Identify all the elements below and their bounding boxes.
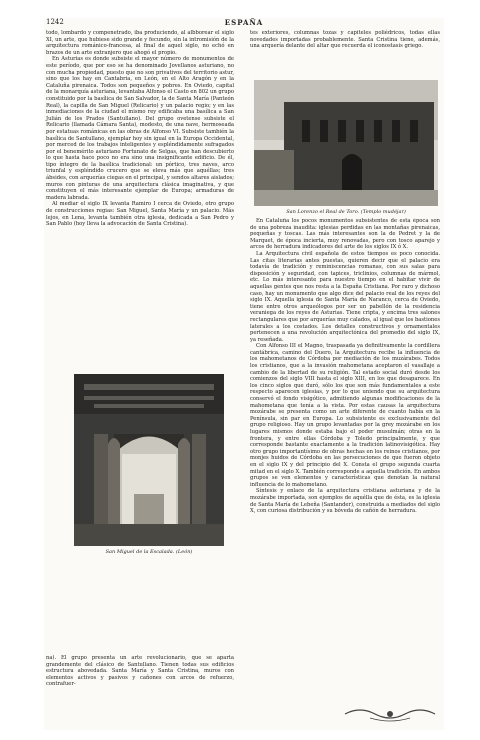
photo-caption-top-right: San Lorenzo el Real de Toro. (Templo mudéjar) xyxy=(286,209,406,215)
decorative-ornament-icon xyxy=(340,704,440,724)
page-header xyxy=(44,18,444,30)
photo-san-miguel-escalada xyxy=(74,374,224,546)
paragraph: tes exteriores, columnas tozas y capiteles poliédricos, todas ellas novedades importadas probablemente. Santa Cristina tiene, además, una arquería delante del altar que recuerda el iconostasis griego. xyxy=(250,30,440,50)
paragraph: La Arquitectura civil española de estos tiempos es poco conocida. Las citas literarias antes puestas, quieren decir que el palacio era todavía de tradición y reminiscencias romanas, con sus salas para disposición y seguridad, con tapices, triclinios, columnas de mármol, etc. Lo más interesante para nuestro tiempo en el habitar vivir de aquellas gentes que nos resta a la España Cristiana. Por raro y dichoso caso, hay un monumento que algo dice del palacio real de los reyes del siglo IX. Aquella iglesia de Santa María de Naranco, cerca de Oviedo, tiene entre otros arqueólogos por ser un pabellón de la residencia veraniega de los reyes de Asturias. Tiene cripta, y encima tres salones rectangulares que por arquerías muy calados, al igual que los bastiones laterales a los costados. Los detalles constructivos y ornamentales pertenecen a una revolución arquitectónica del promedio del siglo IX, ya reseñada. xyxy=(250,250,440,343)
paragraph: Con Alfonso III el Magno, traspasada ya definitivamente la cordillera cantábrica, camino del Duero, la Arquitectura recibe la influencia de los mahometanos de Córdoba por mediación de los muzárabes. Todos los cristianos, que a la invasión mahometana aceptaron el vasallaje a cambio de la libertad de su religión. Tal estado social duró desde los comienzos del siglo VIII hasta el siglo XIII, en los que desaparece. En los cinco siglos que duró, sólo los que son más fundamentales a este respecto aparecen iglesias, y por lo que uniendo que su arquitectura conservó el fondo visigótico, admitiendo algunas modificaciones de la mahometana que tenía a la vista. Por estas causas la arquitectura mozárabe se presenta como un arte diferente de cuanto había en la Península, sin par en Europa. Lo subsistente es exclusivamente del grupo religioso. Hay un grupo levantadas por la grey mozárabe en los lugares mismos donde estaba bajo el poder musulmán; otras en la frontera, y entre ellas Córdoba y Toledo principalmente, y que corresponde bastante exactamente a la tradición latinovisigótica. Hay otro grupo importantísimo de obras hechas en los reinos cristianos, por monjes huidos de Córdoba en las persecuciones de que fueron objeto en el siglo IX y del principio del X. Consta el grupo segunda cuarta mitad en el siglo X. También corresponde a aquella tradición. En ambos grupos se ven elementos y características que denotan la natural influencia de lo mahometano. xyxy=(250,343,440,488)
right-column xyxy=(250,218,440,698)
running-title: ESPAÑA xyxy=(224,18,264,27)
paragraph: Al mediar el siglo IX levanta Ramiro I cerca de Oviedo, otro grupo de construcciones regias: San Miguel, Santa María y un palacio. Más lejos, en Lena, levanta también otra iglesia, dedicada a San Pedro y San Pablo (hoy lleva la advocación de Santa Cristina). xyxy=(46,201,234,228)
paragraph: En Cataluña los pocos monumentos subsistentes de esta época son de una pobreza inaudita: iglesias perdidas en las montañas pirenaicas, pequeñas y toscas. Las más interesantes son la de Pedret y la de Marquet, de época incierta, muy renovadas, pero con tosco aparejo y arcos de herradura indicadores del arte de los siglos IX ó X. xyxy=(250,218,440,251)
right-column-top xyxy=(250,30,440,50)
paragraph: Síntesis y enlace de la arquitectura cristiana asturiana y de la mozárabe importada, son ejemplos de aquélla que de ésta, es la iglesia de Santa María de Lebeña (Santander), construida a mediados del siglo X, con curiosa distribución y su bóveda de cañón de herradura. xyxy=(250,488,440,515)
page xyxy=(44,18,444,730)
photo-caption-left: San Miguel de la Escalada. (León) xyxy=(105,549,193,555)
page-number: 1242 xyxy=(46,18,64,26)
paragraph: todo, lombardo y compenetrado, iba produciendo, al albborear el siglo XI, un arte, que hubiese sido grande y fecundo, sin la intromisión de la arquitectura románico-francesa, al final de aquel siglo, no echó en brazos de un arte extranjero que ahogó el propio. xyxy=(46,30,234,56)
paragraph: En Asturias es donde subsiste el mayor número de monumentos de este período, que por eso se ha denominado Jovellanos asturiano, no con mucha propiedad, puesto que no son privativos del territorio astur, sino que los hay en Cantabria, en León, en el Alto Aragón y en la Cataluña pirenaica. Todos son pequeños y pobres. En Oviedo, capital de la monarquía asturiana, levantaba Alfonso el Casto en 802 un grupo constituido por la basílica de San Salvador, la de Santa María (Panteón Real), la capilla de San Miguel (Relicario) y un palacio regio; y en las inmediaciones de la ciudad el mismo rey edificaba una basílica a San Julián de los Prados (Santullano). Del grupo ovetense subsiste el Relicario (llamada Cámara Santa), modesto, de una nave, hermoseada por estatuas románicas en las obras de Alfonso VI. Subsiste también la basílica de Santullano, ejemplar hoy sin igual en la Europa Occidental, por merced de los trabajos inteligentes y espléndidamente sufragados por el benemérito asturiano Fortunato de Selgas, que han descubierto lo que hasta hace poco no era sino una insignificante edificio. De él, tipo íntegro de la basílica tradicional: un pórtico, tres naves, arco triunfal y espléndido crucero que se eleva más que aquéllas; tres ábsides, con arquerías ciegas en el principal, y sendos altares aislados; muros con pinturas de una arquitectura clásica imaginativa, y que constituyen el más interesante ejemplar de Europa; armaduras de madera labrada. xyxy=(46,56,234,201)
left-column xyxy=(46,30,234,228)
photo-san-lorenzo-toro xyxy=(254,80,438,206)
left-column-continuation: na). El grupo presenta un arte revolucionario, que se aparta grandemente del clásico de Santullano. Tienen todas sus edificios estructura abovedada. Santa María y Santa Cristina, muros con elementos activos y pasivos y cañones con arcos de refuerzo, contrafuer- xyxy=(46,655,234,688)
